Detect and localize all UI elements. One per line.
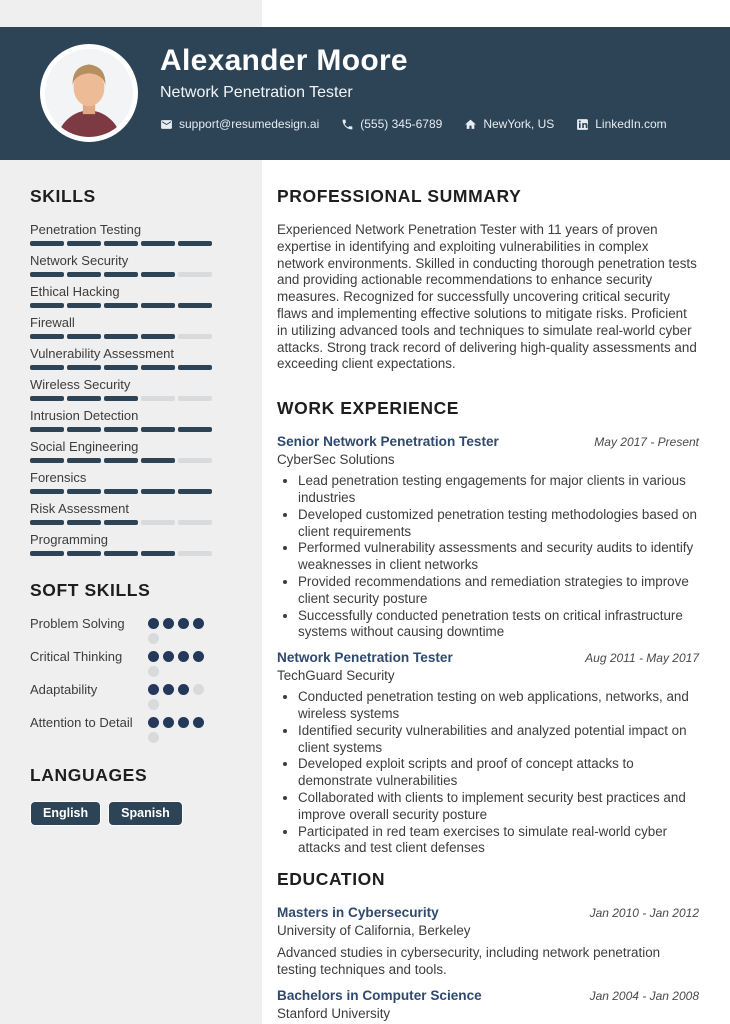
skill-bar-segment [104, 334, 138, 339]
education-entry [277, 905, 699, 979]
skill-bar-segment [141, 241, 175, 246]
skill-bar-segment [141, 396, 175, 401]
skill-item [30, 532, 212, 556]
education-title: Masters in Cybersecurity [277, 905, 439, 921]
linkedin-icon [576, 118, 589, 131]
skill-bar-segment [104, 551, 138, 556]
soft-skill-item [30, 715, 212, 743]
soft-skill-dot [163, 684, 174, 695]
soft-skill-dot [148, 633, 159, 644]
job-entry [277, 650, 699, 857]
job-bullet: • Participated in red team exercises to simulate real-world cyber attacks and test client defenses [298, 824, 699, 858]
person-name: Alexander Moore [160, 44, 408, 77]
job-bullets [277, 473, 699, 641]
job-bullet: • Performed vulnerability assessments and security audits to identify weaknesses in client networks [298, 540, 699, 574]
language-pill: English [30, 801, 101, 826]
skill-bar-segment [30, 396, 64, 401]
skill-bar-segment [67, 489, 101, 494]
header-band [0, 27, 730, 160]
job-bullet: • Identified security vulnerabilities and analyzed potential impact on client systems [298, 723, 699, 757]
soft-skill-dots [148, 682, 210, 710]
skill-bar-segment [30, 427, 64, 432]
soft-skill-dot [178, 651, 189, 662]
education-heading: EDUCATION [277, 869, 386, 890]
skill-label: Network Security [30, 253, 129, 268]
skill-bar [30, 520, 212, 525]
skill-bar-segment [178, 272, 212, 277]
soft-skill-item [30, 649, 212, 677]
job-bullet: • Lead penetration testing engagements for major clients in various industries [298, 473, 699, 507]
skill-bar-segment [104, 520, 138, 525]
soft-skill-item [30, 616, 212, 644]
skill-bar [30, 241, 212, 246]
skill-label: Forensics [30, 470, 87, 485]
skill-label: Intrusion Detection [30, 408, 139, 423]
soft-skills-heading: SOFT SKILLS [30, 580, 151, 600]
skill-bar-segment [67, 520, 101, 525]
skill-item [30, 501, 212, 525]
skill-bar-segment [30, 334, 64, 339]
skill-item [30, 470, 212, 494]
soft-skill-dots [148, 616, 210, 644]
skill-bar-segment [30, 303, 64, 308]
phone-icon [341, 118, 354, 131]
skill-bar-segment [141, 334, 175, 339]
job-title: Network Penetration Tester [277, 650, 453, 666]
skill-bar-segment [141, 520, 175, 525]
skill-bar-segment [104, 427, 138, 432]
skill-bar-segment [141, 272, 175, 277]
skill-bar-segment [141, 551, 175, 556]
languages-heading: LANGUAGES [30, 765, 148, 785]
contact-location [464, 117, 554, 131]
skill-bar-segment [104, 365, 138, 370]
skill-label: Social Engineering [30, 439, 139, 454]
skill-bar-segment [141, 458, 175, 463]
soft-skill-label: Critical Thinking [30, 649, 123, 664]
skill-item [30, 284, 212, 308]
skill-item [30, 408, 212, 432]
soft-skill-dot [148, 717, 159, 728]
skill-bar-segment [67, 365, 101, 370]
language-pill: Spanish [108, 801, 183, 826]
skill-label: Risk Assessment [30, 501, 129, 516]
education-title: Bachelors in Computer Science [277, 987, 482, 1003]
skill-bar-segment [141, 303, 175, 308]
contact-linkedin-text: LinkedIn.com [595, 117, 667, 131]
soft-skill-dot [193, 717, 204, 728]
skill-bar [30, 489, 212, 494]
skill-bar-segment [30, 458, 64, 463]
soft-skill-label: Attention to Detail [30, 715, 133, 730]
job-company: TechGuard Security [277, 668, 395, 684]
skill-bar-segment [104, 396, 138, 401]
soft-skill-dot [148, 651, 159, 662]
skill-bar-segment [30, 520, 64, 525]
skill-bar-segment [67, 272, 101, 277]
job-bullets [277, 689, 699, 857]
skill-bar-segment [141, 427, 175, 432]
profile-photo-illustration [45, 49, 133, 137]
education-list [277, 905, 699, 1021]
contact-email-text: support@resumedesign.ai [179, 117, 320, 131]
skill-bar [30, 365, 212, 370]
contact-phone-text: (555) 345-6789 [360, 117, 443, 131]
summary-text: Experienced Network Penetration Tester with 11 years of proven expertise in identifying and exploiting vulnerabilities in complex network environments. Skilled in conducting thorough penetration tests and providing actionable recommendations to enhance security measures. Recognized for successfully uncovering critical security flaws and implementing effective solutions to mitigate risks. Proficient in utilizing advanced tools and techniques to simulate real-world cyber attacks. Strong track record of delivering high-quality assessments and exceeding client expectations. [277, 222, 697, 372]
skill-item [30, 222, 212, 246]
soft-skill-label: Adaptability [30, 682, 98, 697]
skill-item [30, 439, 212, 463]
job-bullet: • Collaborated with clients to implement security best practices and improve overall security posture [298, 790, 699, 824]
skill-bar [30, 551, 212, 556]
skill-bar-segment [30, 272, 64, 277]
skills-list [30, 222, 212, 556]
skill-bar-segment [30, 489, 64, 494]
skill-bar-segment [67, 303, 101, 308]
job-company: CyberSec Solutions [277, 452, 395, 468]
home-icon [464, 118, 477, 131]
job-entry [277, 434, 699, 641]
profile-photo [40, 44, 138, 142]
person-job-title: Network Penetration Tester [160, 84, 353, 101]
soft-skill-dot [148, 618, 159, 629]
skill-bar-segment [104, 241, 138, 246]
skill-item [30, 315, 212, 339]
job-dates: Aug 2011 - May 2017 [585, 651, 699, 666]
education-dates: Jan 2004 - Jan 2008 [589, 988, 699, 1003]
skill-bar-segment [67, 334, 101, 339]
experience-list [277, 434, 699, 857]
education-dates: Jan 2010 - Jan 2012 [589, 906, 699, 921]
skill-bar-segment [104, 458, 138, 463]
contact-phone [341, 117, 442, 131]
skill-bar-segment [30, 365, 64, 370]
job-bullet: • Provided recommendations and remediation strategies to improve client security posture [298, 574, 699, 608]
skill-bar-segment [104, 489, 138, 494]
skill-label: Penetration Testing [30, 222, 142, 237]
soft-skill-dot [148, 732, 159, 743]
soft-skill-dots [148, 649, 210, 677]
skill-bar-segment [104, 303, 138, 308]
summary-heading: PROFESSIONAL SUMMARY [277, 186, 522, 206]
soft-skill-dot [178, 684, 189, 695]
skill-item [30, 253, 212, 277]
skill-bar-segment [178, 334, 212, 339]
skill-bar-segment [178, 427, 212, 432]
skill-bar-segment [178, 241, 212, 246]
skill-bar-segment [141, 489, 175, 494]
skill-label: Vulnerability Assessment [30, 346, 175, 361]
soft-skill-dot [193, 651, 204, 662]
skill-bar [30, 458, 212, 463]
contact-row [160, 117, 667, 131]
soft-skill-dot [148, 699, 159, 710]
soft-skill-dot [163, 717, 174, 728]
education-school: University of California, Berkeley [277, 923, 471, 939]
education-school: Stanford University [277, 1005, 391, 1021]
skill-bar-segment [104, 272, 138, 277]
skill-bar-segment [178, 396, 212, 401]
soft-skill-dot [163, 651, 174, 662]
header-text-block [160, 44, 667, 131]
skill-bar [30, 303, 212, 308]
skill-bar-segment [67, 241, 101, 246]
soft-skill-dot [178, 717, 189, 728]
soft-skill-dot [163, 618, 174, 629]
skill-bar-segment [67, 551, 101, 556]
soft-skill-dot [148, 666, 159, 677]
soft-skill-label: Problem Solving [30, 616, 125, 631]
education-description: Advanced studies in cybersecurity, including network penetration testing techniques and tools. [277, 945, 661, 977]
skill-bar-segment [178, 520, 212, 525]
email-icon [160, 118, 173, 131]
job-bullet: • Developed exploit scripts and proof of concept attacks to demonstrate vulnerabilities [298, 756, 699, 790]
skill-label: Firewall [30, 315, 75, 330]
soft-skill-dots [148, 715, 210, 743]
skill-item [30, 346, 212, 370]
skill-bar [30, 272, 212, 277]
job-bullet: • Developed customized penetration testing methodologies based on client requirements [298, 507, 699, 541]
skill-bar-segment [178, 303, 212, 308]
skill-item [30, 377, 212, 401]
soft-skill-dot [178, 618, 189, 629]
main-column [277, 186, 699, 1024]
skill-bar-segment [67, 427, 101, 432]
skill-bar-segment [67, 396, 101, 401]
contact-linkedin[interactable] [576, 117, 666, 131]
job-dates: May 2017 - Present [594, 435, 699, 450]
job-bullet: • Successfully conducted penetration tests on critical infrastructure systems without causing downtime [298, 608, 699, 642]
job-title: Senior Network Penetration Tester [277, 434, 499, 450]
skill-bar-segment [178, 489, 212, 494]
soft-skill-dot [148, 684, 159, 695]
skill-bar-segment [178, 458, 212, 463]
soft-skill-item [30, 682, 212, 710]
skill-bar [30, 396, 212, 401]
soft-skills-list [30, 616, 212, 743]
skill-bar [30, 427, 212, 432]
experience-heading: WORK EXPERIENCE [277, 398, 460, 419]
skill-label: Wireless Security [30, 377, 131, 392]
skill-bar-segment [141, 365, 175, 370]
job-bullet: • Conducted penetration testing on web applications, networks, and wireless systems [298, 689, 699, 723]
languages-list [30, 801, 212, 826]
skill-bar [30, 334, 212, 339]
skill-bar-segment [30, 551, 64, 556]
contact-email[interactable] [160, 117, 319, 131]
skill-label: Ethical Hacking [30, 284, 120, 299]
skill-bar-segment [30, 241, 64, 246]
contact-location-text: NewYork, US [483, 117, 555, 131]
skill-label: Programming [30, 532, 109, 547]
skill-bar-segment [178, 365, 212, 370]
soft-skill-dot [193, 684, 204, 695]
skill-bar-segment [178, 551, 212, 556]
education-entry [277, 988, 699, 1021]
soft-skill-dot [193, 618, 204, 629]
sidebar [30, 186, 212, 826]
skills-heading: SKILLS [30, 186, 96, 206]
skill-bar-segment [67, 458, 101, 463]
